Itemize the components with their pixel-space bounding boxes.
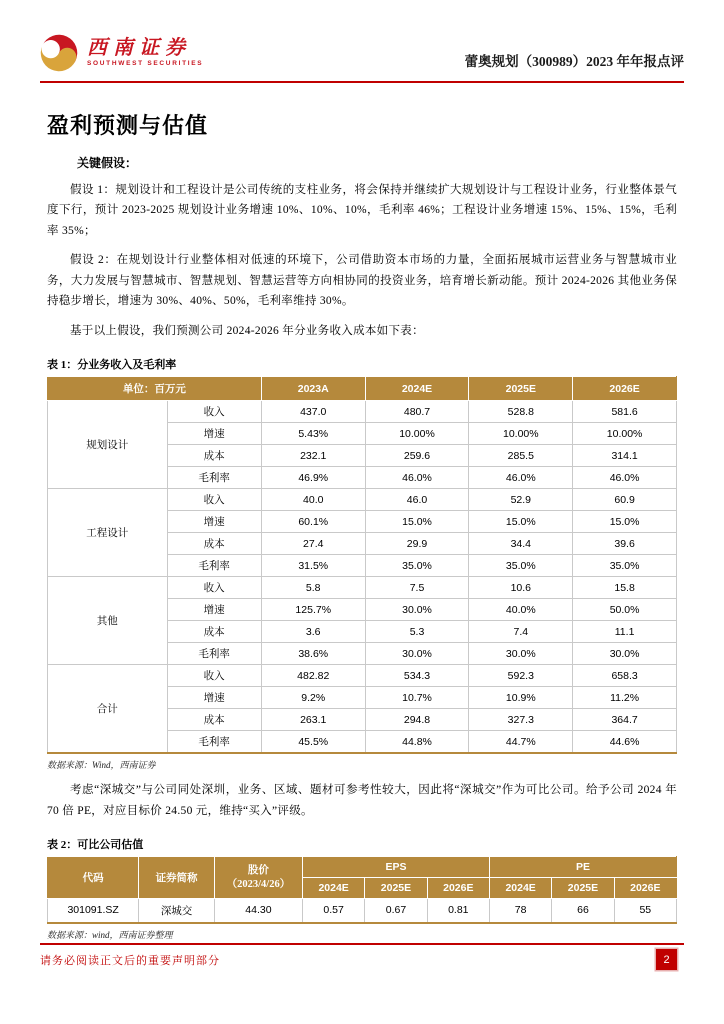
value-cell: 528.8 [469, 401, 573, 423]
valuation-paragraph: 考虑“深城交”与公司同处深圳，业务、区域、题材可参考性较大，因此将“深城交”作为可比公司。给予公司 2024 年 70 倍 PE，对应目标价 24.50 元，维持“买入”评级。 [47, 784, 677, 817]
disclaimer-text: 请务必阅读正文后的重要声明部分 [40, 955, 220, 967]
value-cell: 482.82 [261, 665, 365, 687]
key-assumptions-label: 关键假设： [77, 156, 138, 170]
value-cell: 38.6% [261, 643, 365, 665]
metric-cell: 增速 [167, 599, 261, 621]
page-number-badge: 2 [656, 949, 677, 970]
value-cell: 46.0 [365, 489, 469, 511]
eps-value-cell: 0.67 [365, 899, 427, 923]
value-cell: 35.0% [573, 555, 677, 577]
value-cell: 10.7% [365, 687, 469, 709]
value-cell: 40.0 [261, 489, 365, 511]
metric-cell: 毛利率 [167, 467, 261, 489]
value-cell: 5.8 [261, 577, 365, 599]
value-cell: 60.9 [573, 489, 677, 511]
value-cell: 30.0% [365, 643, 469, 665]
eps-year-2026E: 2026E [427, 878, 489, 899]
table2-pe-group-header: PE [489, 857, 676, 878]
value-cell: 30.0% [365, 599, 469, 621]
value-cell: 34.4 [469, 533, 573, 555]
brand-name-en: SOUTHWEST SECURITIES [87, 60, 204, 68]
assumption-1-paragraph: 假设 1：规划设计和工程设计是公司传统的支柱业务，将会保持并继续扩大规划设计与工程设计业务，行业整体景气度下行，预计 2023-2025 规划设计业务增速 10%、10%、10%，毛利率 46%；工程设计业务增速 15%、15%、15%，毛利率 35%； [47, 184, 677, 237]
brand-name-cn: 西南证券 [87, 37, 191, 60]
table2-eps-group-header: EPS [302, 857, 489, 878]
price-cell: 44.30 [214, 899, 302, 923]
comparable-company-table [47, 856, 677, 924]
value-cell: 294.8 [365, 709, 469, 731]
value-cell: 10.9% [469, 687, 573, 709]
page-header [40, 34, 684, 83]
eps-year-2025E: 2025E [365, 878, 427, 899]
value-cell: 60.1% [261, 511, 365, 533]
table1-col-2026E: 2026E [573, 377, 677, 401]
value-cell: 46.0% [573, 467, 677, 489]
value-cell: 10.00% [365, 423, 469, 445]
value-cell: 364.7 [573, 709, 677, 731]
table1-col-2023A: 2023A [261, 377, 365, 401]
value-cell: 11.1 [573, 621, 677, 643]
price-label: 股价 [247, 864, 269, 876]
value-cell: 45.5% [261, 731, 365, 754]
pe-year-2024E: 2024E [489, 878, 551, 899]
table-row [48, 665, 677, 687]
segment-name-cell: 规划设计 [48, 401, 168, 489]
value-cell: 35.0% [365, 555, 469, 577]
page-content [47, 109, 677, 941]
table-row [48, 489, 677, 511]
table1-unit-header: 单位：百万元 [48, 377, 262, 401]
metric-cell: 成本 [167, 621, 261, 643]
table2-title: 表 2：可比公司估值 [47, 839, 144, 852]
value-cell: 50.0% [573, 599, 677, 621]
eps-year-2024E: 2024E [302, 878, 364, 899]
value-cell: 437.0 [261, 401, 365, 423]
value-cell: 3.6 [261, 621, 365, 643]
logo-swirl-icon [40, 34, 78, 72]
value-cell: 31.5% [261, 555, 365, 577]
value-cell: 35.0% [469, 555, 573, 577]
segment-revenue-table [47, 376, 677, 754]
segment-name-cell: 其他 [48, 577, 168, 665]
metric-cell: 成本 [167, 533, 261, 555]
metric-cell: 收入 [167, 489, 261, 511]
eps-value-cell: 0.81 [427, 899, 489, 923]
section-title: 盈利预测与估值 [47, 113, 209, 138]
report-title: 蕾奥规划（300989）2023 年年报点评 [464, 54, 684, 69]
metric-cell: 增速 [167, 423, 261, 445]
metric-cell: 收入 [167, 401, 261, 423]
value-cell: 30.0% [573, 643, 677, 665]
value-cell: 11.2% [573, 687, 677, 709]
value-cell: 125.7% [261, 599, 365, 621]
value-cell: 30.0% [469, 643, 573, 665]
value-cell: 581.6 [573, 401, 677, 423]
value-cell: 658.3 [573, 665, 677, 687]
segment-name-cell: 工程设计 [48, 489, 168, 577]
value-cell: 27.4 [261, 533, 365, 555]
value-cell: 15.0% [365, 511, 469, 533]
table2-header-row-1 [48, 857, 677, 878]
table1-col-2024E: 2024E [365, 377, 469, 401]
table2-col-code: 代码 [48, 857, 139, 899]
value-cell: 534.3 [365, 665, 469, 687]
metric-cell: 毛利率 [167, 643, 261, 665]
table1-source-note: 数据来源：Wind，西南证券 [47, 760, 156, 771]
pe-value-cell: 78 [489, 899, 551, 923]
value-cell: 44.8% [365, 731, 469, 754]
table-row [48, 577, 677, 599]
value-cell: 232.1 [261, 445, 365, 467]
metric-cell: 成本 [167, 445, 261, 467]
company-logo [40, 34, 203, 72]
value-cell: 9.2% [261, 687, 365, 709]
metric-cell: 成本 [167, 709, 261, 731]
value-cell: 480.7 [365, 401, 469, 423]
eps-value-cell: 0.57 [302, 899, 364, 923]
pe-year-2025E: 2025E [552, 878, 614, 899]
table-row [48, 899, 677, 923]
value-cell: 10.00% [573, 423, 677, 445]
pe-year-2026E: 2026E [614, 878, 676, 899]
value-cell: 7.5 [365, 577, 469, 599]
metric-cell: 毛利率 [167, 731, 261, 754]
value-cell: 29.9 [365, 533, 469, 555]
stock-code-cell: 301091.SZ [48, 899, 139, 923]
table2-source-note: 数据来源：wind，西南证券整理 [47, 929, 173, 940]
value-cell: 44.6% [573, 731, 677, 754]
page-footer [40, 943, 684, 968]
assumption-2-paragraph: 假设 2：在规划设计行业整体相对低速的环境下，公司借助资本市场的力量，全面拓展城市运营业务与智慧城市业务，大力发展与智慧城市、智慧规划、智慧运营等方向相协同的投资业务，培育增长新动能。预计 2024-2026 其他业务保持稳步增长，增速为 30%、40%、50%，毛利率维持 30%。 [47, 254, 677, 308]
table2-col-price [214, 857, 302, 899]
metric-cell: 收入 [167, 577, 261, 599]
price-date: （2023/4/26） [226, 878, 291, 890]
value-cell: 10.00% [469, 423, 573, 445]
value-cell: 15.0% [573, 511, 677, 533]
stock-name-cell: 深城交 [139, 899, 215, 923]
value-cell: 15.8 [573, 577, 677, 599]
segment-name-cell: 合计 [48, 665, 168, 754]
value-cell: 10.6 [469, 577, 573, 599]
metric-cell: 毛利率 [167, 555, 261, 577]
value-cell: 5.3 [365, 621, 469, 643]
metric-cell: 增速 [167, 687, 261, 709]
value-cell: 327.3 [469, 709, 573, 731]
value-cell: 15.0% [469, 511, 573, 533]
value-cell: 314.1 [573, 445, 677, 467]
value-cell: 46.0% [469, 467, 573, 489]
value-cell: 52.9 [469, 489, 573, 511]
table1-header-row [48, 377, 677, 401]
value-cell: 259.6 [365, 445, 469, 467]
metric-cell: 增速 [167, 511, 261, 533]
forecast-intro-paragraph: 基于以上假设，我们预测公司 2024-2026 年分业务收入成本如下表： [70, 324, 424, 337]
value-cell: 5.43% [261, 423, 365, 445]
pe-value-cell: 66 [552, 899, 614, 923]
table2-col-name: 证券简称 [139, 857, 215, 899]
table-row [48, 401, 677, 423]
value-cell: 592.3 [469, 665, 573, 687]
value-cell: 44.7% [469, 731, 573, 754]
value-cell: 40.0% [469, 599, 573, 621]
table1-title: 表 1：分业务收入及毛利率 [47, 359, 177, 372]
value-cell: 46.9% [261, 467, 365, 489]
logo-wordmark [87, 38, 203, 68]
value-cell: 39.6 [573, 533, 677, 555]
value-cell: 46.0% [365, 467, 469, 489]
value-cell: 7.4 [469, 621, 573, 643]
table1-col-2025E: 2025E [469, 377, 573, 401]
pe-value-cell: 55 [614, 899, 676, 923]
metric-cell: 收入 [167, 665, 261, 687]
value-cell: 285.5 [469, 445, 573, 467]
value-cell: 263.1 [261, 709, 365, 731]
